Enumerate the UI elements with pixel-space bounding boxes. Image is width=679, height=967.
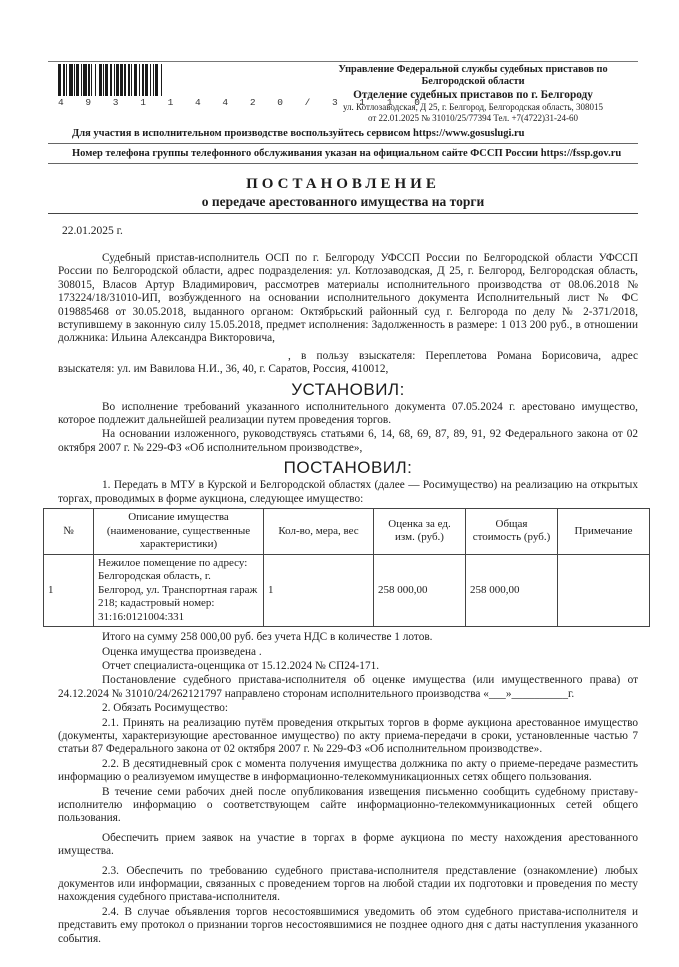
col-quantity: Кол-во, мера, вес — [264, 509, 374, 555]
total-line: Итого на сумму 258 000,00 руб. без учета НДС в количестве 1 лотов. — [102, 631, 433, 644]
col-number: № — [44, 509, 94, 555]
document-title: ПОСТАНОВЛЕНИЕ — [246, 176, 440, 192]
report-line: Отчет специалиста-оценщика от 15.12.2024 № СП24-171. — [102, 659, 380, 672]
valuation-line: Оценка имущества произведена . — [102, 645, 262, 658]
document-subtitle: о передаче арестованного имущества на торги — [48, 193, 638, 214]
resolution-item-2-2-notice: В течение семи рабочих дней после опубликования извещения письменно сообщить судебному приставу-исполнителю информацию о соответствующем сайте информационно-телекоммуникационных сетей общего пользования. — [58, 785, 638, 825]
org-name: Управление Федеральной службы судебных приставов по Белгородской области — [338, 64, 608, 87]
intro-paragraph: Судебный пристав-исполнитель ОСП по г. Белгороду УФССП России по Белгородской области УФССП России по Белгородской области, адрес подразделения: ул. Котлозаводская, Д 25, г. Белгород, Белгородская область, 308015, Власов Артур Владимирович, рассмотрев материалы исполнительного производства от 08.06.2018 № 173224/18/31010-ИП, возбужденного на основании исполнительного документа Исполнительный лист № ФС 019885468 от 30.05.2018, выданного органом: Октябрьский районный суд г. Белгорода по делу № 2-371/2018, вступившему в законную силу 15.05.2018, предмет исполнения: Задолженность в размере: 1 013 200 руб., в отношении должника: Ильина Александра Викторовича, — [58, 252, 638, 345]
col-note: Примечание — [558, 509, 650, 555]
cell-number: 1 — [44, 554, 94, 627]
org-department: Отделение судебных приставов по г. Белгороду — [353, 89, 593, 101]
established-paragraph-2: На основании изложенного, руководствуясь статьями 6, 14, 68, 69, 87, 89, 91, 92 Федерального закона от 02 октября 2007 г. № 229-ФЗ «Об исполнительном производстве», — [58, 428, 638, 454]
resolution-item-2-4: 2.4. В случае объявления торгов несостоявшимися уведомить об этом судебного пристава-исполнителя и представить ему протокол о признании торгов несостоявшимися не позднее одного дня с даты наступления указанного события. — [58, 905, 638, 945]
cell-unit-price: 258 000,00 — [374, 554, 466, 627]
org-address: ул. Котлозаводская, Д 25, г. Белгород, Белгородская область, 308015 — [342, 102, 604, 112]
resolution-item-2: 2. Обязать Росимущество: — [102, 702, 228, 715]
resolution-item-1: 1. Передать в МТУ в Курской и Белгородской областях (далее — Росимущество) на реализацию на открытых торгах, проводимых в форме аукциона, следующее имущество: — [58, 479, 638, 505]
issuing-organization — [308, 64, 638, 124]
cell-quantity: 1 — [264, 554, 374, 627]
hotline-note: Номер телефона группы телефонного обслуживания указан на официальном сайте ФССП России https://fssp.gov.ru — [48, 144, 638, 164]
resolution-item-2-2: 2.2. В десятидневный срок с момента получения имущества должника по акту о приеме-передаче разместить информацию о реализуемом имуществе в информационно-телекоммуникационных сетях общего пользования. — [58, 757, 638, 784]
col-description: Описание имущества (наименование, существенные характеристики) — [94, 509, 264, 555]
document-date: 22.01.2025 г. — [62, 225, 123, 237]
cell-description: Нежилое помещение по адресу: Белгородская область, г. Белгород, ул. Транспортная гараж 218; кадастровый номер: 31:16:0121004:331 — [94, 554, 264, 627]
col-total: Общая стоимость (руб.) — [466, 509, 558, 555]
valuation-decree: Постановление судебного пристава-исполнителя об оценке имущества (или имущественного права) от 24.12.2024 № 31010/24/262121797 направлено сторонам исполнительного производства «___»__________г. — [58, 674, 638, 700]
document-header — [48, 61, 638, 124]
resolved-heading: ПОСТАНОВИЛ: — [283, 458, 413, 478]
barcode — [58, 64, 254, 96]
resolution-item-2-3: 2.3. Обеспечить по требованию судебного пристава-исполнителя представление (ознакомление) любых документов или информации, связанных с проведением торгов на любой стадии их подготовки и проведения по месту нахождения судебного пристава-исполнителя. — [58, 864, 638, 904]
resolution-item-2-1: 2.1. Принять на реализацию путём проведения открытых торгов в форме аукциона арестованное имущество (документы, характеризующие арестованное имущество) по акту приема-передачи в сроки, установленные частью 7 статьи 87 Федерального закона от 02 октября 2007 г. № 229-ФЗ «Об исполнительном производстве». — [58, 716, 638, 756]
property-table — [43, 508, 650, 627]
barcode-bar — [162, 64, 163, 96]
barcode-number: 4 9 3 1 1 4 4 2 0 / 3 1 1 0 — [58, 97, 428, 108]
document-body — [48, 252, 638, 946]
cell-total: 258 000,00 — [466, 554, 558, 627]
creditor-paragraph: , в пользу взыскателя: Переплетова Романа Борисовича, адрес взыскателя: ул. им Вавилова Н.И., 36, 40, г. Саратов, Россия, 410012, — [58, 349, 638, 376]
established-heading: УСТАНОВИЛ: — [291, 379, 405, 399]
resolution-item-2-2-applications: Обеспечить прием заявок на участие в торгах в форме аукциона по месту нахождения арестованного имущества. — [58, 831, 638, 858]
table-header-row — [44, 509, 650, 555]
cell-note — [558, 554, 650, 627]
table-row — [44, 554, 650, 627]
org-reference: от 22.01.2025 № 31010/25/77394 Тел. +7(4722)31-24-60 — [367, 113, 579, 123]
barcode-block — [48, 64, 428, 124]
established-paragraph-1: Во исполнение требований указанного исполнительного документа 07.05.2024 г. арестовано имущество, которое подлежит дальнейшей реализации путем проведения торгов. — [58, 400, 638, 427]
col-unit-price: Оценка за ед. изм. (руб.) — [374, 509, 466, 555]
service-note: Для участия в исполнительном производстве воспользуйтесь сервисом https://www.gosuslugi.ru — [48, 124, 638, 144]
